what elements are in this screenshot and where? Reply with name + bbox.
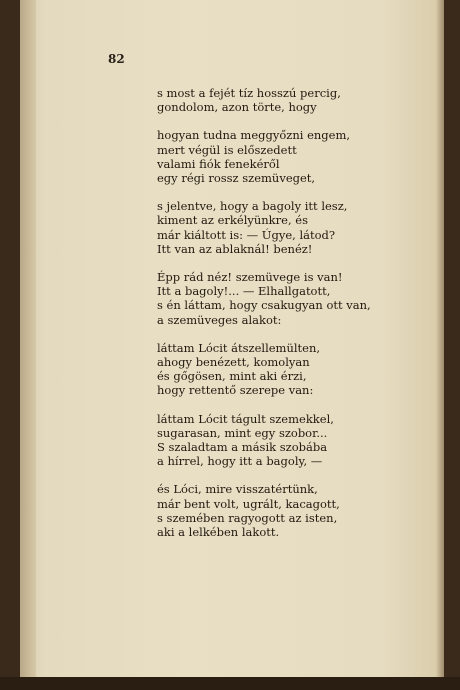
poem-line: valami fiók fenekéről (157, 156, 280, 171)
poem-line: sugarasan, mint egy szobor... (157, 425, 328, 440)
scan-background (0, 677, 460, 690)
stanza (157, 199, 432, 256)
poem-line: gondolom, azon törte, hogy (157, 100, 317, 115)
poem-line: már kiáltott is: — Úgye, látod? (157, 227, 336, 242)
poem-line: és Lóci, mire visszatértünk, (157, 482, 318, 497)
poem-line: a szemüveges alakot: (157, 312, 282, 327)
stanza (157, 270, 432, 327)
poem-line: Itt van az ablaknál! benéz! (157, 241, 313, 256)
poem-line: Itt a bagoly!... — Elhallgatott, (157, 284, 331, 299)
stanza (157, 128, 432, 185)
book-page (20, 0, 444, 677)
page-gutter (20, 0, 36, 677)
poem-text (157, 86, 432, 553)
poem-line: ahogy benézett, komolyan (157, 355, 310, 370)
poem-line: s én láttam, hogy csakugyan ott van, (157, 298, 371, 313)
poem-line: láttam Lócit tágult szemekkel, (157, 411, 334, 426)
poem-line: már bent volt, ugrált, kacagott, (157, 496, 340, 511)
poem-line: a hírrel, hogy itt a bagoly, — (157, 454, 323, 469)
poem-line: hogyan tudna meggyőzni engem, (157, 128, 351, 143)
stanza (157, 482, 432, 539)
page-edge (436, 0, 444, 677)
poem-line: s jelentve, hogy a bagoly itt lesz, (157, 199, 348, 214)
page-number: 82 (108, 52, 125, 66)
poem-line: S szaladtam a másik szobába (157, 440, 328, 455)
stanza (157, 412, 432, 469)
poem-line: s szemében ragyogott az isten, (157, 510, 338, 525)
stanza (157, 341, 432, 398)
poem-line: egy régi rossz szemüveget, (157, 171, 316, 186)
stanza (157, 86, 432, 114)
poem-line: aki a lelkében lakott. (157, 525, 280, 540)
poem-line: Épp rád néz! szemüvege is van! (157, 270, 343, 285)
poem-line: kiment az erkélyünkre, és (157, 213, 308, 228)
poem-line: mert végül is előszedett (157, 142, 297, 157)
poem-line: és gőgösen, mint aki érzi, (157, 369, 307, 384)
poem-line: s most a fejét tíz hosszú percig, (157, 86, 341, 100)
poem-line: láttam Lócit átszellemülten, (157, 340, 321, 355)
poem-line: hogy rettentő szerepe van: (157, 383, 314, 398)
